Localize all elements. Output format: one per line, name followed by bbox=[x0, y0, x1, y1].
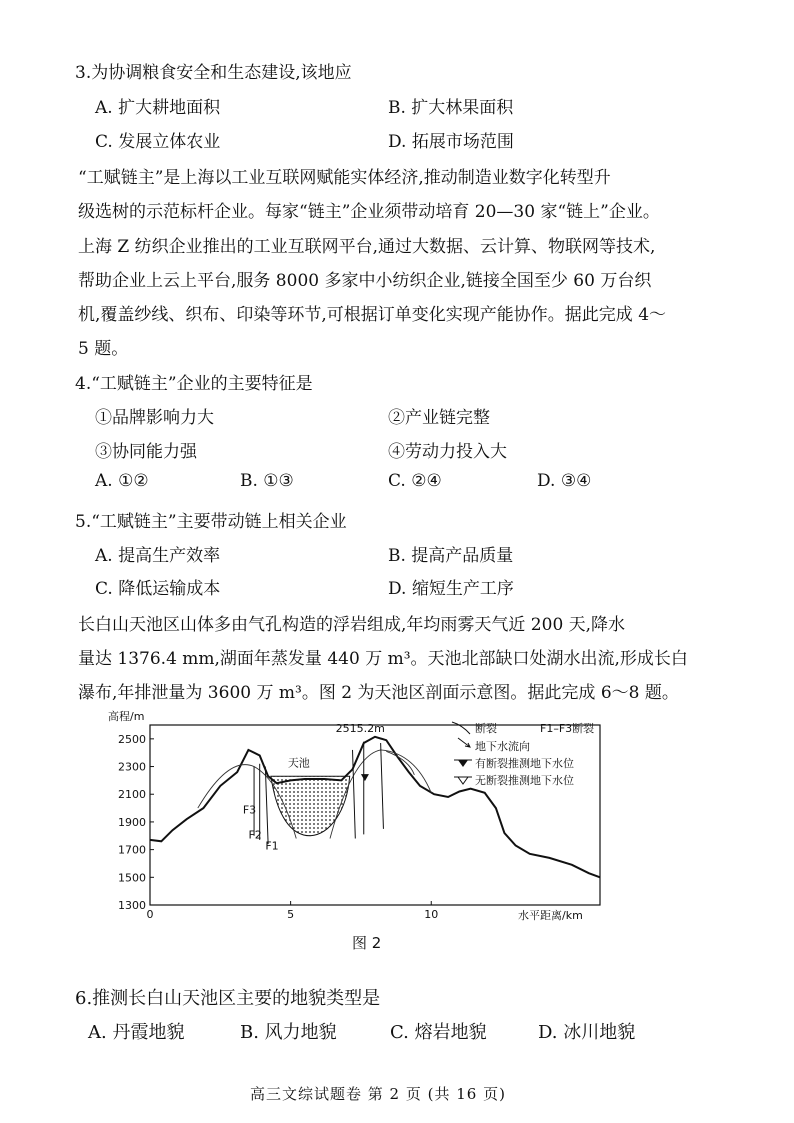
q5-option-d: D. 缩短生产工序 bbox=[388, 579, 514, 599]
q4-stem: 4.“工赋链主”企业的主要特征是 bbox=[75, 374, 313, 394]
q5-option-b: B. 提高产品质量 bbox=[388, 546, 514, 566]
legend-unfaulted-level-text: 无断裂推测地下水位 bbox=[475, 774, 574, 787]
passage2-line: 长白山天池区山体多由气孔构造的浮岩组成,年均雨雾天气近 200 天,降水 bbox=[78, 615, 626, 635]
fault-label-f3: F3 bbox=[242, 803, 257, 817]
q6-stem: 6.推测长白山天池区主要的地貌类型是 bbox=[75, 988, 381, 1009]
legend-flow-text: 地下水流向 bbox=[475, 740, 530, 753]
cross-section-figure bbox=[100, 710, 660, 925]
q3-option-c: C. 发展立体农业 bbox=[95, 132, 221, 152]
q4-option-d: D. ③④ bbox=[537, 471, 592, 491]
passage1-line: 帮助企业上云上平台,服务 8000 多家中小纺织企业,链接全国至少 60 万台织 bbox=[78, 271, 652, 291]
fault-label-f1: F1 bbox=[265, 839, 279, 853]
legend-fault-text: 断裂 bbox=[475, 722, 497, 735]
passage1-line: “工赋链主”是上海以工业互联网赋能实体经济,推动制造业数字化转型升 bbox=[78, 168, 611, 188]
y-tick-label: 2300 bbox=[118, 760, 146, 774]
passage1-line: 机,覆盖纱线、织布、印染等环节,可根据订单变化实现产能协作。据此完成 4～ bbox=[78, 305, 667, 325]
x-tick-label: 5 bbox=[287, 908, 295, 921]
y-tick-label: 1700 bbox=[118, 843, 146, 857]
q3-option-b: B. 扩大林果面积 bbox=[388, 98, 514, 118]
legend-hollow-triangle-icon bbox=[458, 777, 468, 784]
x-tick-label: 10 bbox=[424, 908, 439, 921]
fault-label-f2: F2 bbox=[248, 828, 262, 842]
passage1-line: 5 题。 bbox=[78, 339, 129, 359]
groundwater-curve bbox=[386, 751, 414, 775]
page-footer: 高三文综试题卷 第 2 页 (共 16 页) bbox=[250, 1085, 506, 1103]
x-tick-label: 0 bbox=[146, 908, 154, 921]
q4-item-3: ③协同能力强 bbox=[95, 442, 197, 462]
q4-option-a: A. ①② bbox=[95, 471, 149, 491]
passage1-line: 级选树的示范标杆企业。每家“链主”企业须带动培育 20—30 家“链上”企业。 bbox=[78, 202, 660, 222]
figure-caption: 图 2 bbox=[352, 934, 382, 952]
q4-item-1: ①品牌影响力大 bbox=[95, 408, 214, 428]
y-axis-label: 高程/m bbox=[108, 710, 145, 723]
q5-option-a: A. 提高生产效率 bbox=[95, 546, 221, 566]
water-level-marker bbox=[361, 774, 369, 781]
legend-faulted-level-text: 有断裂推测地下水位 bbox=[475, 757, 574, 770]
peak-elevation-label: 2515.2m bbox=[335, 721, 385, 735]
q6-option-a: A. 丹霞地貌 bbox=[88, 1022, 185, 1043]
q4-item-4: ④劳动力投入大 bbox=[388, 442, 507, 462]
q6-option-c: C. 熔岩地貌 bbox=[390, 1022, 487, 1043]
x-axis-label: 水平距离/km bbox=[518, 909, 583, 922]
y-tick-label: 2100 bbox=[118, 788, 146, 802]
y-tick-label: 1900 bbox=[118, 815, 146, 829]
q5-option-c: C. 降低运输成本 bbox=[95, 579, 221, 599]
lake-tianchi bbox=[271, 776, 350, 836]
q6-option-d: D. 冰川地貌 bbox=[538, 1022, 636, 1043]
legend-flow-arrow-icon bbox=[458, 738, 470, 747]
fault-line bbox=[381, 743, 384, 829]
passage1-line: 上海 Z 纺织企业推出的工业互联网平台,通过大数据、云计算、物联网等技术, bbox=[78, 237, 656, 257]
q3-stem: 3.为协调粮食安全和生态建设,该地应 bbox=[75, 63, 352, 83]
q3-option-d: D. 拓展市场范围 bbox=[388, 132, 514, 152]
legend-fault-range-text: F1–F3断裂 bbox=[540, 722, 595, 735]
y-tick-label: 2500 bbox=[118, 732, 146, 746]
legend-fault-symbol bbox=[452, 722, 470, 734]
y-tick-label: 1300 bbox=[118, 899, 146, 912]
q3-option-a: A. 扩大耕地面积 bbox=[95, 98, 221, 118]
q5-stem: 5.“工赋链主”主要带动链上相关企业 bbox=[75, 512, 347, 532]
lake-label: 天池 bbox=[287, 756, 310, 770]
legend-filled-triangle-icon bbox=[458, 760, 468, 767]
passage2-line: 量达 1376.4 mm,湖面年蒸发量 440 万 m³。天池北部缺口处湖水出流,形成长白 bbox=[78, 649, 688, 669]
passage2-line: 瀑布,年排泄量为 3600 万 m³。图 2 为天池区剖面示意图。据此完成 6～8 题。 bbox=[78, 683, 679, 703]
q6-option-b: B. 风力地貌 bbox=[240, 1022, 337, 1043]
q4-option-b: B. ①③ bbox=[240, 471, 294, 491]
q4-item-2: ②产业链完整 bbox=[388, 408, 490, 428]
q4-option-c: C. ②④ bbox=[388, 471, 442, 491]
y-tick-label: 1500 bbox=[118, 871, 146, 885]
